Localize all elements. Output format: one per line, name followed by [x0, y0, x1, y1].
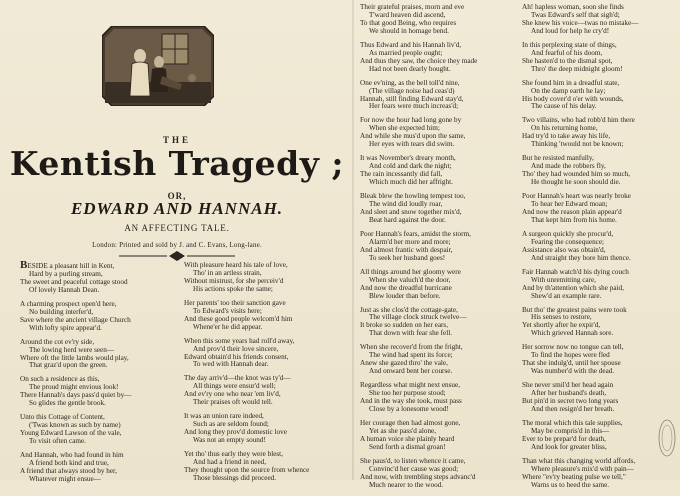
verse-line: Alarm'd her more and more;	[369, 237, 451, 246]
verse-line: Her eyes with tears did swim.	[369, 140, 455, 149]
verse-line: And these good people welcom'd him	[184, 314, 293, 323]
verse-line: When this some years had roll'd away,	[184, 336, 295, 345]
verse-line: Which much did her affright.	[369, 178, 453, 187]
verse-line: A surgeon quickly she procur'd,	[522, 229, 614, 238]
verse-line: Of lovely Hannah Dean.	[29, 285, 100, 294]
stanza	[522, 458, 638, 490]
stanza	[360, 269, 477, 301]
stanza	[360, 193, 477, 225]
stanza	[522, 193, 638, 225]
verse-line: That graz'd upon the green.	[29, 361, 108, 370]
verse-line: Was number'd with the dead.	[531, 367, 615, 376]
verse-line: She found him in a dreadful state,	[522, 78, 620, 87]
verse-line: And onward bent her course.	[369, 367, 453, 376]
verse-line: When she recover'd from the fright,	[360, 343, 463, 352]
verse-line: His actions spoke the same;	[193, 284, 273, 293]
verse-line: And now the reason plain appear'd	[522, 207, 622, 216]
stanza	[360, 458, 477, 490]
verse-line: Hard by a purling stream,	[29, 269, 103, 278]
verse-line: Ever to be prepar'd for death,	[522, 434, 606, 443]
verse-line: Was not an empty sound!	[193, 436, 266, 445]
poem-column-1	[20, 259, 132, 490]
verse-line: And prov'd their love sincere,	[193, 344, 279, 353]
verse-line: There Hannah's days pass'd quiet by—	[20, 391, 132, 400]
stanza	[522, 155, 638, 187]
verse-line: Their praises oft would tell.	[193, 398, 273, 407]
verse-line: A human voice she plainly heard	[360, 434, 455, 443]
verse-line: Edward obtain'd his friends consent,	[184, 352, 289, 361]
stanza	[522, 117, 638, 149]
verse-line: Hannah, still finding Edward stay'd,	[360, 94, 464, 103]
stanza	[184, 451, 309, 483]
verse-line: Thinking 'twould not be known;	[531, 140, 624, 149]
verse-line: Tho' in an artless strain,	[193, 268, 262, 277]
verse-line: Two villains, who had robb'd him there	[522, 116, 635, 125]
stanza	[360, 80, 477, 112]
verse-line: Yet tho' thus early they were blest,	[184, 450, 283, 459]
verse-line: In this perplexing state of things,	[522, 40, 617, 49]
verse-line: ('Twas known as such by name)	[29, 421, 121, 430]
left-panel	[4, 4, 350, 483]
verse-line: She knew his voice—twas no mistake—	[522, 18, 639, 27]
stanza	[522, 307, 638, 339]
stanza	[20, 414, 131, 446]
woodcut-illustration	[102, 26, 214, 106]
verse-line: And ev'ry one who near 'em liv'd,	[184, 390, 281, 399]
verse-line: And almost frantic with despair,	[360, 245, 453, 254]
verse-line: T'ward heaven did ascend,	[369, 10, 446, 19]
center-fold	[352, 0, 354, 480]
verse-line: She never smil'd her head again	[522, 381, 614, 390]
verse-line: Around the cot ev'ry side,	[20, 337, 95, 346]
verse-line: On such a residence as this,	[20, 375, 100, 384]
stanza	[522, 231, 638, 263]
verse-line: With pleasure heard his tale of love,	[184, 261, 288, 269]
verse-line: Those blessings did proceed.	[193, 473, 277, 482]
verse-line: Thus Edward and his Hannah liv'd,	[360, 40, 462, 49]
verse-line: The proud might envious look!	[29, 383, 119, 392]
verse-line: To seek her husband goes!	[369, 253, 446, 262]
verse-line: And then resign'd her breath.	[531, 404, 615, 413]
verse-line: Bleak blew the howling tempest too,	[360, 192, 466, 201]
verse-line: (The village noise had ceas'd)	[369, 86, 455, 95]
verse-line: The wind did loudly roar,	[369, 200, 443, 209]
verse-line: And now the dreadful hurricane	[360, 283, 452, 292]
subtitle: EDWARD AND HANNAH.	[70, 199, 284, 218]
verse-line: The village clock struck twelve—	[369, 313, 467, 322]
verse-line: As married people ought;	[369, 48, 443, 57]
verse-line: Whatever might ensue—	[29, 474, 101, 483]
verse-line: And made the robbers fly,	[531, 162, 606, 171]
stanza	[184, 262, 309, 294]
verse-line: The sweet and peaceful cottage stood	[20, 277, 128, 286]
verse-line: Poor Hannah's heart was nearly broke	[522, 192, 631, 201]
verse-line: Her parents' too their sanction gave	[184, 298, 286, 307]
verse-line: And while she mus'd upon the same,	[360, 132, 466, 141]
stanza	[360, 344, 477, 376]
stanza	[360, 117, 477, 149]
poem-column-4	[522, 4, 638, 496]
ornament-divider	[119, 251, 235, 261]
verse-line: Had not been dearly bought.	[369, 64, 451, 73]
stanza	[360, 155, 477, 187]
verse-line: May be compris'd in this—	[531, 426, 610, 435]
stanza	[20, 259, 131, 295]
verse-line: Convinc'd her cause was good;	[369, 464, 459, 473]
verse-line: We should in homage bend.	[369, 26, 449, 35]
verse-line: The day arriv'd—the knot was ty'd—	[184, 374, 291, 383]
verse-line: And now, with trembling steps advanc'd	[360, 472, 476, 481]
stanza	[522, 382, 638, 414]
verse-line: Thro' the deep midnight gloom!	[531, 64, 623, 73]
verse-line: The lowing herd were seen—	[29, 345, 115, 354]
verse-line: His senses to restore,	[531, 313, 592, 322]
verse-line: They thought upon the source from whence	[184, 465, 310, 474]
verse-line: Blew louder than before.	[369, 291, 441, 300]
verse-line: And thus they saw, the choice they made	[360, 56, 478, 65]
verse-line: The cause of his delay.	[531, 102, 597, 111]
verse-line: No building interfer'd,	[29, 307, 94, 316]
verse-line: Yet as she pass'd alone,	[369, 426, 437, 435]
verse-line: He thought he soon should die.	[531, 178, 621, 187]
verse-line: Poor Hannah's fears, amidst the storm,	[360, 229, 471, 238]
verse-line: It was November's dreary month,	[360, 154, 456, 163]
verse-line: Young Edward Lawson of the vale,	[20, 429, 122, 438]
stanza	[20, 376, 131, 408]
verse-line: So glides the gentle brook.	[29, 399, 106, 408]
verse-line: And had a friend in need,	[193, 458, 267, 467]
verse-line: Without mistrust, for she perceiv'd	[184, 276, 284, 285]
stanza	[522, 344, 638, 376]
verse-line: Had try'd to take away his life,	[522, 132, 611, 141]
stanza	[20, 301, 131, 333]
title-or: OR,	[167, 191, 187, 201]
verse-line: When she expected him;	[369, 124, 440, 133]
verse-line: That she indulg'd, until her spouse	[522, 359, 621, 368]
stanza	[522, 269, 638, 301]
verse-line: Beat hard against the door.	[369, 215, 446, 224]
verse-line: Her courage then had almost gone,	[360, 418, 461, 427]
verse-line: BESIDE a pleasant hill in Kent,	[20, 259, 115, 271]
verse-line: When she valuch'd the door,	[369, 275, 451, 284]
verse-line: Close by a lonesome wood!	[369, 404, 449, 413]
verse-line: She too her purpose stood;	[369, 389, 446, 398]
verse-line: And look for greater bliss,	[531, 442, 607, 451]
verse-line: Than what this changing world affords,	[522, 456, 636, 465]
stanza	[522, 4, 638, 36]
verse-line: Regardless what might next ensue,	[360, 381, 461, 390]
verse-line: To Edward's visits here;	[193, 306, 262, 315]
stanza	[360, 4, 477, 36]
stanza	[184, 413, 309, 445]
verse-line: A charming prospect open'd here,	[20, 299, 117, 308]
verse-line: His body cover'd o'er with wounds,	[522, 94, 624, 103]
stanza	[522, 80, 638, 112]
poem-column-3	[360, 4, 477, 496]
verse-line: And Hannah, who had found in him	[20, 451, 124, 460]
verse-line: To wed with Hannah dear.	[193, 360, 269, 369]
verse-line: Ah! hapless woman, soon she finds	[522, 3, 624, 11]
verse-line: To hear her Edward moan;	[531, 200, 608, 209]
verse-line: Yet shortly after he expir'd,	[522, 321, 601, 330]
verse-line: Save where the ancient village Church	[20, 315, 131, 324]
verse-line: A friend both kind and true,	[29, 459, 109, 468]
verse-line: She paus'd, to listen whence it came,	[360, 456, 466, 465]
verse-line: Anew she gazed thro' the vale,	[360, 359, 448, 368]
stanza	[360, 420, 477, 452]
stanza	[360, 382, 477, 414]
verse-line: One ev'ning, as the bell toll'd nine,	[360, 78, 460, 87]
verse-line: Fearing the consequence;	[531, 237, 605, 246]
verse-line: Warns us to heed the same.	[531, 480, 610, 489]
verse-line: After her husband's death,	[531, 389, 607, 398]
verse-line: She hasten'd to the dismal spot,	[522, 56, 613, 65]
verse-line: And loud for help he cry'd!	[531, 26, 610, 35]
verse-line: For now the hour had long gone by	[360, 116, 462, 125]
verse-line: It was an union rare indeed,	[184, 412, 264, 421]
verse-line: And in the way she took, must pass	[360, 397, 462, 406]
stanza	[20, 339, 131, 371]
verse-line: Fair Hannah watch'd his dying couch	[522, 267, 629, 276]
verse-line: The moral which this tale supplies,	[522, 418, 623, 427]
verse-line: Whene'er he did appear.	[193, 322, 263, 331]
verse-line: Such as are seldom found;	[193, 420, 269, 429]
verse-line: And cold and dark the night;	[369, 162, 452, 171]
verse-line: But pin'd in secret two long years	[522, 397, 619, 406]
verse-line: All things around her gloomy were	[360, 267, 461, 276]
verse-line: The wind had spent its force;	[369, 351, 453, 360]
verse-line: A friend that always stood by her,	[20, 466, 117, 475]
verse-line: To that good Being, who requires	[360, 18, 457, 27]
verse-line: On the damp earth he lay;	[531, 86, 606, 95]
verse-line: On his returning home,	[531, 124, 598, 133]
stanza	[360, 231, 477, 263]
verse-line: That kept him from his home.	[531, 215, 617, 224]
verse-line: Send forth a dismal groan!	[369, 442, 446, 451]
verse-line: But tho' the greatest pains were took	[522, 305, 627, 314]
verse-line: Her sorrow now no tongue can tell,	[522, 343, 624, 352]
verse-line: Assistance also was obtain'd,	[522, 245, 606, 254]
verse-line: Their grateful praises, morn and eve	[360, 3, 465, 11]
verse-line: Twas Edward's self that sigh'd;	[531, 10, 620, 19]
verse-line: Shew'd an example rare.	[531, 291, 602, 300]
verse-line: And straight they bore him thence.	[531, 253, 631, 262]
verse-line: Unto this Cottage of Content,	[20, 413, 105, 422]
verse-line: Which grieved Hannah sore.	[531, 329, 614, 338]
imprint-line: London: Printed and sold by J. and C. Evans, Long-lane.	[92, 241, 262, 249]
verse-line: And by th'attention which she paid,	[522, 283, 624, 292]
stanza	[522, 420, 638, 452]
library-stamp	[658, 418, 676, 458]
verse-line: Tho' they had wounded him so much,	[522, 170, 631, 179]
page-title: Kentish Tragedy ;	[9, 144, 345, 183]
stanza	[184, 300, 309, 332]
verse-line: With lofty spire appear'd.	[29, 323, 102, 332]
verse-line: Just as she clos'd the cottage-gate,	[360, 305, 458, 314]
stanza	[184, 375, 309, 407]
verse-line: Her fears were much increas'd;	[369, 102, 459, 111]
verse-line: To find the hopes were fled	[531, 351, 610, 360]
verse-line: To visit often came.	[29, 437, 86, 446]
verse-line: But he resisted manfully,	[522, 154, 594, 163]
poem-column-2	[184, 262, 309, 489]
stanza	[360, 42, 477, 74]
stanza	[522, 42, 638, 74]
verse-line: All things were ensur'd well;	[193, 382, 276, 391]
stanza	[360, 307, 477, 339]
verse-line: That down with fear she fell.	[369, 329, 453, 338]
verse-line: Where pleasure's mix'd with pain—	[531, 464, 634, 473]
verse-line: And long they prov'd domestic love	[184, 428, 287, 437]
stanza	[184, 338, 309, 370]
title-the: THE	[162, 135, 191, 145]
verse-line: Where "ev'ry beating pulse we tell,"	[522, 472, 626, 481]
verse-line: And sleet and snow together mix'd,	[360, 207, 462, 216]
tale-label: AN AFFECTING TALE.	[124, 223, 230, 233]
verse-line: Much nearer to the wood.	[369, 480, 444, 489]
verse-line: Where oft the little lambs would play,	[20, 353, 129, 362]
verse-line: It broke so sudden on her ears,	[360, 321, 449, 330]
verse-line: With unremitting care,	[531, 275, 596, 284]
verse-line: The rain incessantly did fall,	[360, 170, 443, 179]
verse-line: And fearful of his doom,	[531, 48, 603, 57]
stanza	[20, 452, 131, 484]
